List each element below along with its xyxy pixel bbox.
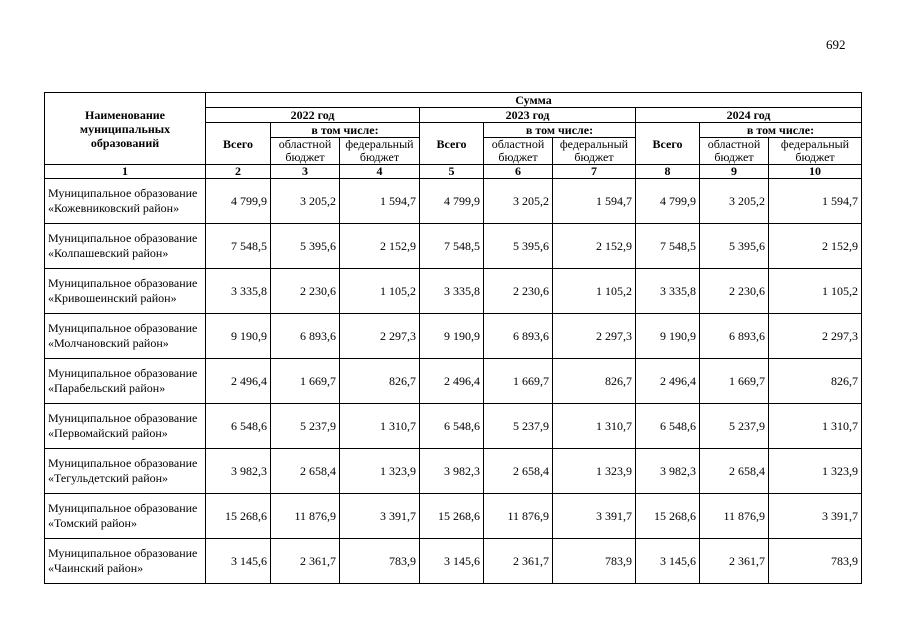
amount-cell: 3 391,7 — [769, 494, 862, 539]
amount-cell: 826,7 — [553, 359, 636, 404]
amount-cell: 3 335,8 — [206, 269, 271, 314]
column-index: 8 — [636, 165, 700, 179]
amount-cell: 9 190,9 — [636, 314, 700, 359]
header-regional-2022: областной бюджет — [271, 138, 340, 165]
amount-cell: 1 105,2 — [769, 269, 862, 314]
column-index-row — [45, 165, 862, 179]
header-name-column: Наименование муниципальных образований — [45, 93, 206, 165]
amount-cell: 3 391,7 — [553, 494, 636, 539]
amount-cell: 3 205,2 — [484, 179, 553, 224]
amount-cell: 6 893,6 — [700, 314, 769, 359]
amount-cell: 5 237,9 — [271, 404, 340, 449]
municipality-name: Муниципальное образование «Чаинский район» — [45, 539, 206, 584]
column-index: 5 — [420, 165, 484, 179]
amount-cell: 1 105,2 — [553, 269, 636, 314]
amount-cell: 11 876,9 — [271, 494, 340, 539]
amount-cell: 1 323,9 — [553, 449, 636, 494]
column-index: 10 — [769, 165, 862, 179]
amount-cell: 7 548,5 — [420, 224, 484, 269]
amount-cell: 783,9 — [553, 539, 636, 584]
amount-cell: 1 323,9 — [340, 449, 420, 494]
amount-cell: 7 548,5 — [206, 224, 271, 269]
amount-cell: 3 335,8 — [636, 269, 700, 314]
amount-cell: 4 799,9 — [206, 179, 271, 224]
table-row — [45, 449, 862, 494]
amount-cell: 2 297,3 — [553, 314, 636, 359]
amount-cell: 826,7 — [769, 359, 862, 404]
amount-cell: 15 268,6 — [636, 494, 700, 539]
column-index: 9 — [700, 165, 769, 179]
municipality-name: Муниципальное образование «Первомайский район» — [45, 404, 206, 449]
amount-cell: 2 297,3 — [340, 314, 420, 359]
amount-cell: 2 496,4 — [206, 359, 271, 404]
municipality-name: Муниципальное образование «Молчановский район» — [45, 314, 206, 359]
header-including-2022: в том числе: — [271, 123, 420, 138]
amount-cell: 6 548,6 — [636, 404, 700, 449]
amount-cell: 2 361,7 — [700, 539, 769, 584]
amount-cell: 9 190,9 — [420, 314, 484, 359]
column-index: 7 — [553, 165, 636, 179]
amount-cell: 2 658,4 — [700, 449, 769, 494]
table-row — [45, 224, 862, 269]
municipality-name: Муниципальное образование «Парабельский район» — [45, 359, 206, 404]
amount-cell: 2 230,6 — [484, 269, 553, 314]
column-index: 2 — [206, 165, 271, 179]
amount-cell: 1 594,7 — [769, 179, 862, 224]
amount-cell: 826,7 — [340, 359, 420, 404]
amount-cell: 2 297,3 — [769, 314, 862, 359]
table-row — [45, 269, 862, 314]
amount-cell: 1 310,7 — [553, 404, 636, 449]
amount-cell: 3 205,2 — [700, 179, 769, 224]
header-year-2022: 2022 год — [206, 108, 420, 123]
amount-cell: 2 152,9 — [553, 224, 636, 269]
amount-cell: 1 669,7 — [484, 359, 553, 404]
amount-cell: 1 594,7 — [340, 179, 420, 224]
amount-cell: 5 395,6 — [484, 224, 553, 269]
amount-cell: 4 799,9 — [636, 179, 700, 224]
amount-cell: 3 145,6 — [636, 539, 700, 584]
municipality-name: Муниципальное образование «Кривошеинский район» — [45, 269, 206, 314]
table-row — [45, 179, 862, 224]
amount-cell: 15 268,6 — [206, 494, 271, 539]
header-total-2024: Всего — [636, 123, 700, 165]
amount-cell: 6 893,6 — [484, 314, 553, 359]
municipality-name: Муниципальное образование «Тегульдетский район» — [45, 449, 206, 494]
amount-cell: 1 594,7 — [553, 179, 636, 224]
header-year-2023: 2023 год — [420, 108, 636, 123]
amount-cell: 2 361,7 — [484, 539, 553, 584]
amount-cell: 11 876,9 — [484, 494, 553, 539]
amount-cell: 3 982,3 — [206, 449, 271, 494]
amount-cell: 11 876,9 — [700, 494, 769, 539]
amount-cell: 4 799,9 — [420, 179, 484, 224]
amount-cell: 2 496,4 — [636, 359, 700, 404]
amount-cell: 7 548,5 — [636, 224, 700, 269]
amount-cell: 2 152,9 — [769, 224, 862, 269]
amount-cell: 2 496,4 — [420, 359, 484, 404]
amount-cell: 3 391,7 — [340, 494, 420, 539]
header-including-2024: в том числе: — [700, 123, 862, 138]
municipality-name: Муниципальное образование «Колпашевский район» — [45, 224, 206, 269]
amount-cell: 2 230,6 — [700, 269, 769, 314]
column-index: 4 — [340, 165, 420, 179]
amount-cell: 6 548,6 — [420, 404, 484, 449]
header-including-2023: в том числе: — [484, 123, 636, 138]
amount-cell: 2 361,7 — [271, 539, 340, 584]
header-year-2024: 2024 год — [636, 108, 862, 123]
amount-cell: 3 205,2 — [271, 179, 340, 224]
amount-cell: 3 982,3 — [636, 449, 700, 494]
table-row — [45, 314, 862, 359]
amount-cell: 1 323,9 — [769, 449, 862, 494]
amount-cell: 3 982,3 — [420, 449, 484, 494]
header-total-2023: Всего — [420, 123, 484, 165]
municipality-name: Муниципальное образование «Томский район» — [45, 494, 206, 539]
header-federal-2022: федеральный бюджет — [340, 138, 420, 165]
table-row — [45, 404, 862, 449]
table-row — [45, 359, 862, 404]
amount-cell: 9 190,9 — [206, 314, 271, 359]
column-index: 1 — [45, 165, 206, 179]
amount-cell: 1 669,7 — [700, 359, 769, 404]
amount-cell: 15 268,6 — [420, 494, 484, 539]
amount-cell: 2 658,4 — [271, 449, 340, 494]
amount-cell: 783,9 — [769, 539, 862, 584]
amount-cell: 3 145,6 — [206, 539, 271, 584]
amount-cell: 1 310,7 — [340, 404, 420, 449]
amount-cell: 2 152,9 — [340, 224, 420, 269]
header-regional-2023: областной бюджет — [484, 138, 553, 165]
amount-cell: 1 105,2 — [340, 269, 420, 314]
table-row — [45, 539, 862, 584]
budget-table — [44, 92, 862, 584]
amount-cell: 2 230,6 — [271, 269, 340, 314]
amount-cell: 1 669,7 — [271, 359, 340, 404]
municipality-name: Муниципальное образование «Кожевниковский район» — [45, 179, 206, 224]
amount-cell: 3 145,6 — [420, 539, 484, 584]
header-federal-2024: федеральный бюджет — [769, 138, 862, 165]
header-total-2022: Всего — [206, 123, 271, 165]
amount-cell: 2 658,4 — [484, 449, 553, 494]
amount-cell: 5 395,6 — [700, 224, 769, 269]
table-row — [45, 494, 862, 539]
header-federal-2023: федеральный бюджет — [553, 138, 636, 165]
column-index: 3 — [271, 165, 340, 179]
table-body — [45, 179, 862, 584]
amount-cell: 6 893,6 — [271, 314, 340, 359]
amount-cell: 6 548,6 — [206, 404, 271, 449]
header-regional-2024: областной бюджет — [700, 138, 769, 165]
amount-cell: 783,9 — [340, 539, 420, 584]
page-number: 692 — [826, 37, 846, 52]
amount-cell: 5 237,9 — [484, 404, 553, 449]
amount-cell: 5 237,9 — [700, 404, 769, 449]
table-header — [45, 93, 862, 179]
amount-cell: 5 395,6 — [271, 224, 340, 269]
header-sum: Сумма — [206, 93, 862, 108]
amount-cell: 3 335,8 — [420, 269, 484, 314]
column-index: 6 — [484, 165, 553, 179]
amount-cell: 1 310,7 — [769, 404, 862, 449]
